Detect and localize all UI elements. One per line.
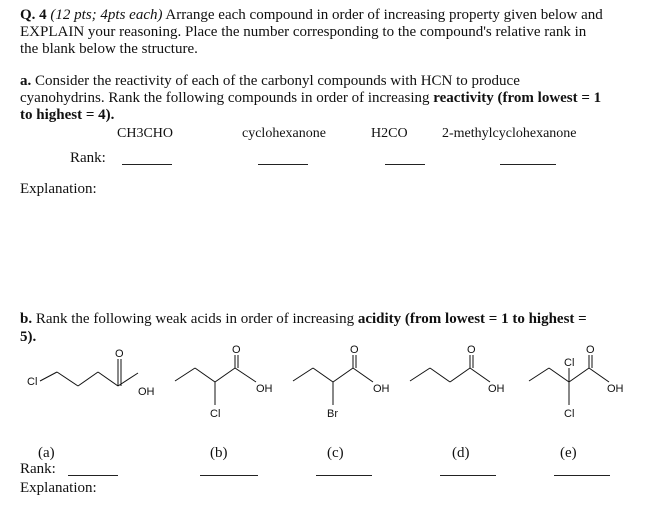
rank-blank-acid-a[interactable] bbox=[68, 475, 118, 476]
rank-blank-acid-d[interactable] bbox=[440, 475, 496, 476]
compound-ch3cho: CH3CHO bbox=[117, 126, 174, 141]
part-a-text-2: cyanohydrins. Rank the following compounds in order of increasing bbox=[20, 90, 434, 106]
acid-c-oh: OH bbox=[373, 383, 390, 395]
acid-b-oh: OH bbox=[256, 383, 273, 395]
acid-a-structure bbox=[40, 359, 138, 386]
part-b-bold-1: acidity (from lowest = 1 to highest = bbox=[357, 311, 587, 327]
acid-d-o: O bbox=[467, 344, 476, 356]
acid-a-cl: Cl bbox=[27, 376, 38, 388]
acid-a-o: O bbox=[115, 348, 124, 360]
rank-blank-acid-c[interactable] bbox=[316, 475, 372, 476]
part-a-rank-label: Rank: bbox=[70, 150, 106, 166]
acid-e-o: O bbox=[586, 344, 595, 356]
acid-d-structure bbox=[410, 355, 490, 382]
acid-e-letter: (e) bbox=[560, 445, 577, 461]
part-a-bold-3: to highest = 4). bbox=[20, 107, 115, 123]
part-b-label: b. bbox=[20, 311, 33, 327]
acid-e-oh: OH bbox=[607, 383, 624, 395]
acid-c-structure bbox=[293, 355, 373, 405]
part-a-explanation-label: Explanation: bbox=[20, 181, 97, 197]
acid-b-structure bbox=[175, 355, 256, 405]
compound-h2co: H2CO bbox=[371, 126, 408, 141]
part-b-bold-2: 5). bbox=[20, 329, 37, 345]
acid-c-letter: (c) bbox=[327, 445, 344, 461]
question-text-1: Arrange each compound in order of increasing property given below and bbox=[165, 7, 603, 23]
acid-e-cl-bottom: Cl bbox=[564, 408, 575, 420]
acid-a-oh: OH bbox=[138, 386, 155, 398]
compound-2-methylcyclohexanone: 2-methylcyclohexanone bbox=[442, 126, 577, 141]
acid-d-letter: (d) bbox=[452, 445, 470, 461]
part-a-label: a. bbox=[20, 73, 32, 89]
acid-e-cl-top: Cl bbox=[564, 357, 575, 369]
acid-b-cl: Cl bbox=[210, 408, 221, 420]
acid-b-o: O bbox=[232, 344, 241, 356]
compound-cyclohexanone: cyclohexanone bbox=[242, 126, 326, 141]
rank-blank-acid-e[interactable] bbox=[554, 475, 610, 476]
part-a-bold-2: reactivity (from lowest = 1 bbox=[433, 90, 602, 106]
question-header-line-3: the blank below the structure. bbox=[20, 41, 198, 57]
acid-c-o: O bbox=[350, 344, 359, 356]
part-b-explanation-label: Explanation: bbox=[20, 480, 97, 496]
question-header-line-2: EXPLAIN your reasoning. Place the number corresponding to the compound's relative rank in bbox=[20, 24, 587, 40]
part-a-text-1: Consider the reactivity of each of the carbonyl compounds with HCN to produce bbox=[35, 73, 520, 89]
question-points: (12 pts; 4pts each) bbox=[50, 7, 163, 23]
acid-d-oh: OH bbox=[488, 383, 505, 395]
part-b-rank-label: Rank: bbox=[20, 461, 56, 477]
acid-b-letter: (b) bbox=[210, 445, 228, 461]
part-b-text-1: Rank the following weak acids in order of increasing bbox=[35, 311, 358, 327]
acid-c-br: Br bbox=[327, 408, 338, 420]
rank-blank-acid-b[interactable] bbox=[200, 475, 258, 476]
question-number: Q. 4 bbox=[20, 7, 47, 23]
acid-a-letter: (a) bbox=[38, 445, 55, 461]
